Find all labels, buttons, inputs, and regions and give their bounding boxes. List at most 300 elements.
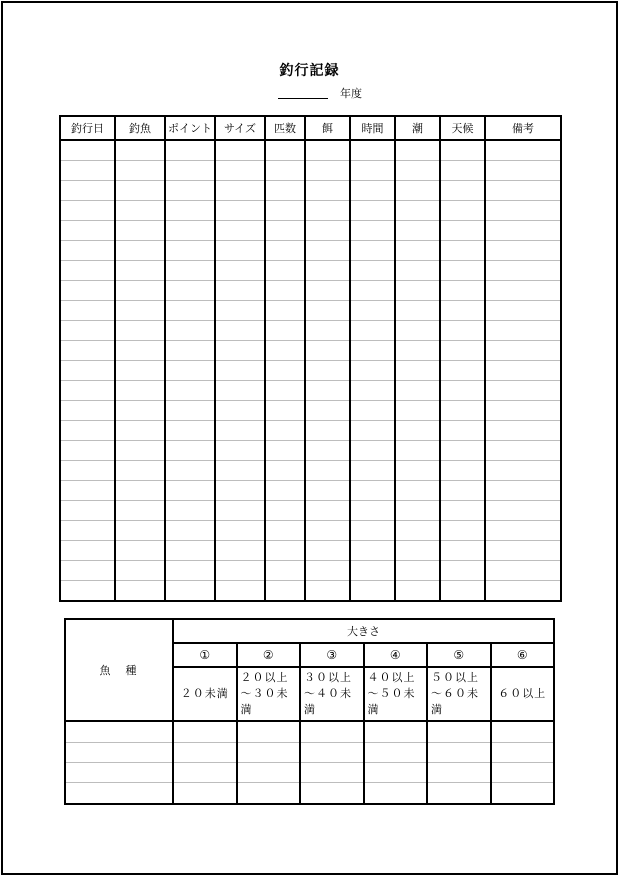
log-cell[interactable] [395,140,440,161]
log-cell[interactable] [485,341,561,361]
log-cell[interactable] [115,421,165,441]
log-cell[interactable] [395,241,440,261]
log-row [60,521,561,541]
log-cell[interactable] [60,561,115,581]
log-cell[interactable] [115,401,165,421]
size-count-cell[interactable] [300,742,364,762]
log-cell[interactable] [265,221,305,241]
log-cell[interactable] [305,521,350,541]
log-cell[interactable] [60,541,115,561]
log-cell[interactable] [350,321,395,341]
log-cell[interactable] [350,461,395,481]
log-cell[interactable] [395,201,440,221]
log-cell[interactable] [60,341,115,361]
log-cell[interactable] [395,181,440,201]
log-cell[interactable] [265,481,305,501]
log-cell[interactable] [305,501,350,521]
log-cell[interactable] [350,521,395,541]
log-cell[interactable] [440,161,485,181]
log-cell[interactable] [485,541,561,561]
log-cell[interactable] [440,201,485,221]
size-count-cell[interactable] [491,742,555,762]
log-cell[interactable] [265,401,305,421]
log-cell[interactable] [165,201,215,221]
log-cell[interactable] [165,361,215,381]
log-cell[interactable] [485,321,561,341]
log-cell[interactable] [440,481,485,501]
log-cell[interactable] [60,481,115,501]
log-cell[interactable] [350,140,395,161]
size-number: ① [173,643,237,667]
size-row [65,742,554,762]
column-header: 釣魚 [115,116,165,140]
log-cell[interactable] [305,461,350,481]
log-cell[interactable] [395,521,440,541]
log-cell[interactable] [265,541,305,561]
log-cell[interactable] [440,401,485,421]
log-cell[interactable] [265,321,305,341]
size-count-cell[interactable] [300,783,364,804]
log-cell[interactable] [305,281,350,301]
log-cell[interactable] [265,241,305,261]
log-cell[interactable] [440,461,485,481]
log-cell[interactable] [115,541,165,561]
log-cell[interactable] [305,241,350,261]
log-cell[interactable] [115,341,165,361]
log-cell[interactable] [485,581,561,602]
column-header: サイズ [215,116,265,140]
size-count-cell[interactable] [237,783,301,804]
log-cell[interactable] [265,561,305,581]
log-cell[interactable] [115,161,165,181]
log-cell[interactable] [485,301,561,321]
log-cell[interactable] [265,261,305,281]
log-cell[interactable] [485,261,561,281]
log-cell[interactable] [215,581,265,602]
log-cell[interactable] [60,301,115,321]
log-cell[interactable] [485,441,561,461]
log-cell[interactable] [395,221,440,241]
fish-species-cell[interactable] [65,783,173,804]
log-cell[interactable] [485,281,561,301]
log-cell[interactable] [265,281,305,301]
log-cell[interactable] [350,161,395,181]
log-cell[interactable] [215,341,265,361]
log-cell[interactable] [395,281,440,301]
log-row [60,361,561,381]
log-cell[interactable] [115,321,165,341]
log-cell[interactable] [165,281,215,301]
log-row [60,241,561,261]
log-cell[interactable] [485,501,561,521]
log-cell[interactable] [440,181,485,201]
log-cell[interactable] [395,421,440,441]
log-cell[interactable] [485,361,561,381]
log-cell[interactable] [60,361,115,381]
log-cell[interactable] [395,461,440,481]
log-cell[interactable] [215,361,265,381]
log-row [60,161,561,181]
log-cell[interactable] [115,241,165,261]
log-row [60,381,561,401]
log-cell[interactable] [440,581,485,602]
log-row [60,341,561,361]
log-cell[interactable] [485,161,561,181]
log-cell[interactable] [350,281,395,301]
log-cell[interactable] [215,201,265,221]
log-cell[interactable] [115,381,165,401]
log-cell[interactable] [60,140,115,161]
fish-species-cell[interactable] [65,742,173,762]
log-cell[interactable] [395,361,440,381]
log-cell[interactable] [265,301,305,321]
log-cell[interactable] [215,221,265,241]
log-cell[interactable] [60,501,115,521]
column-header: 釣行日 [60,116,115,140]
size-count-cell[interactable] [173,762,237,782]
log-cell[interactable] [60,281,115,301]
log-cell[interactable] [395,501,440,521]
log-cell[interactable] [485,221,561,241]
log-cell[interactable] [440,541,485,561]
log-cell[interactable] [115,261,165,281]
column-header: 餌 [305,116,350,140]
log-cell[interactable] [305,381,350,401]
log-row [60,201,561,221]
log-cell[interactable] [350,381,395,401]
log-cell[interactable] [305,321,350,341]
log-cell[interactable] [265,201,305,221]
log-cell[interactable] [440,561,485,581]
log-cell[interactable] [485,521,561,541]
log-cell[interactable] [395,341,440,361]
log-cell[interactable] [395,481,440,501]
column-header: 匹数 [265,116,305,140]
log-header-row [60,116,561,140]
log-cell[interactable] [350,421,395,441]
log-cell[interactable] [115,441,165,461]
log-cell[interactable] [305,221,350,241]
log-cell[interactable] [485,481,561,501]
log-cell[interactable] [265,581,305,602]
log-cell[interactable] [265,381,305,401]
log-cell[interactable] [440,421,485,441]
log-cell[interactable] [485,401,561,421]
size-number: ⑥ [491,643,555,667]
size-row [65,783,554,804]
log-cell[interactable] [350,261,395,281]
log-cell[interactable] [440,261,485,281]
log-cell[interactable] [115,521,165,541]
log-cell[interactable] [350,181,395,201]
log-cell[interactable] [350,401,395,421]
log-cell[interactable] [440,441,485,461]
log-cell[interactable] [165,381,215,401]
log-cell[interactable] [215,461,265,481]
log-cell[interactable] [115,281,165,301]
log-cell[interactable] [350,361,395,381]
size-count-cell[interactable] [427,762,491,782]
log-cell[interactable] [440,381,485,401]
log-cell[interactable] [395,401,440,421]
log-cell[interactable] [265,181,305,201]
log-cell[interactable] [165,521,215,541]
size-row [65,721,554,742]
year-input-line[interactable] [278,98,328,99]
fish-species-cell[interactable] [65,762,173,782]
log-cell[interactable] [440,221,485,241]
log-cell[interactable] [60,201,115,221]
log-cell[interactable] [115,461,165,481]
log-cell[interactable] [165,261,215,281]
size-count-cell[interactable] [491,762,555,782]
log-cell[interactable] [215,521,265,541]
log-cell[interactable] [350,301,395,321]
size-count-cell[interactable] [364,783,428,804]
log-cell[interactable] [60,441,115,461]
log-row [60,301,561,321]
log-cell[interactable] [265,521,305,541]
log-row [60,181,561,201]
fish-species-header: 魚 種 [65,619,173,721]
log-cell[interactable] [265,361,305,381]
log-cell[interactable] [305,341,350,361]
log-cell[interactable] [215,401,265,421]
log-cell[interactable] [440,281,485,301]
log-cell[interactable] [440,341,485,361]
log-cell[interactable] [350,201,395,221]
log-cell[interactable] [305,181,350,201]
log-row [60,261,561,281]
log-cell[interactable] [395,301,440,321]
log-cell[interactable] [440,521,485,541]
log-cell[interactable] [115,581,165,602]
log-cell[interactable] [485,461,561,481]
log-cell[interactable] [215,501,265,521]
log-cell[interactable] [115,481,165,501]
log-cell[interactable] [165,301,215,321]
log-cell[interactable] [165,221,215,241]
log-cell[interactable] [115,201,165,221]
log-cell[interactable] [60,461,115,481]
log-cell[interactable] [265,140,305,161]
log-cell[interactable] [485,201,561,221]
column-header: 備考 [485,116,561,140]
log-cell[interactable] [350,241,395,261]
log-cell[interactable] [485,241,561,261]
log-cell[interactable] [350,541,395,561]
log-cell[interactable] [440,140,485,161]
log-cell[interactable] [215,541,265,561]
log-cell[interactable] [60,521,115,541]
log-cell[interactable] [60,321,115,341]
log-cell[interactable] [115,501,165,521]
log-cell[interactable] [265,501,305,521]
size-count-cell[interactable] [237,762,301,782]
size-count-cell[interactable] [364,742,428,762]
log-cell[interactable] [215,441,265,461]
log-cell[interactable] [165,140,215,161]
log-cell[interactable] [60,401,115,421]
log-cell[interactable] [350,501,395,521]
log-cell[interactable] [60,221,115,241]
log-cell[interactable] [165,501,215,521]
log-cell[interactable] [265,461,305,481]
log-cell[interactable] [305,541,350,561]
log-cell[interactable] [440,361,485,381]
size-count-cell[interactable] [491,783,555,804]
size-count-cell[interactable] [427,742,491,762]
log-cell[interactable] [395,261,440,281]
log-cell[interactable] [305,161,350,181]
log-row [60,461,561,481]
log-cell[interactable] [215,561,265,581]
fish-species-cell[interactable] [65,721,173,742]
year-label: 年度 [340,87,362,100]
log-cell[interactable] [395,321,440,341]
size-number: ③ [300,643,364,667]
size-count-cell[interactable] [173,783,237,804]
log-cell[interactable] [115,181,165,201]
size-row [65,762,554,782]
log-cell[interactable] [115,221,165,241]
log-cell[interactable] [215,321,265,341]
log-cell[interactable] [395,381,440,401]
size-count-cell[interactable] [237,742,301,762]
log-cell[interactable] [350,441,395,461]
size-count-cell[interactable] [427,783,491,804]
log-cell[interactable] [165,461,215,481]
size-count-cell[interactable] [364,721,428,742]
log-cell[interactable] [165,161,215,181]
log-cell[interactable] [60,421,115,441]
log-cell[interactable] [60,181,115,201]
log-cell[interactable] [165,441,215,461]
log-cell[interactable] [265,341,305,361]
log-cell[interactable] [165,541,215,561]
log-cell[interactable] [440,501,485,521]
log-cell[interactable] [305,361,350,381]
log-cell[interactable] [215,140,265,161]
size-count-cell[interactable] [173,721,237,742]
size-count-cell[interactable] [300,762,364,782]
log-cell[interactable] [395,561,440,581]
size-number: ② [237,643,301,667]
log-cell[interactable] [485,381,561,401]
log-cell[interactable] [215,301,265,321]
size-range: ２０未満 [173,667,237,721]
log-cell[interactable] [60,381,115,401]
log-cell[interactable] [215,241,265,261]
log-cell[interactable] [440,321,485,341]
size-range: ４０以上～５０未満 [364,667,428,721]
log-cell[interactable] [115,561,165,581]
log-cell[interactable] [215,161,265,181]
log-cell[interactable] [165,561,215,581]
size-count-cell[interactable] [491,721,555,742]
log-cell[interactable] [165,421,215,441]
log-cell[interactable] [350,341,395,361]
log-cell[interactable] [305,441,350,461]
log-cell[interactable] [265,161,305,181]
log-cell[interactable] [305,581,350,602]
log-cell[interactable] [215,181,265,201]
log-cell[interactable] [215,381,265,401]
size-range: ５０以上～６０未満 [427,667,491,721]
log-cell[interactable] [395,541,440,561]
size-count-cell[interactable] [364,762,428,782]
size-count-cell[interactable] [300,721,364,742]
log-cell[interactable] [350,481,395,501]
log-cell[interactable] [350,561,395,581]
size-count-cell[interactable] [427,721,491,742]
size-range: ３０以上～４０未満 [300,667,364,721]
log-cell[interactable] [165,401,215,421]
log-cell[interactable] [395,441,440,461]
log-cell[interactable] [305,401,350,421]
log-cell[interactable] [395,161,440,181]
log-cell[interactable] [305,201,350,221]
size-count-cell[interactable] [237,721,301,742]
log-cell[interactable] [165,581,215,602]
log-cell[interactable] [215,281,265,301]
column-header: ポイント [165,116,215,140]
size-header: 大きさ [173,619,554,643]
log-cell[interactable] [265,421,305,441]
log-cell[interactable] [165,321,215,341]
log-cell[interactable] [60,241,115,261]
log-cell[interactable] [115,301,165,321]
log-cell[interactable] [215,421,265,441]
log-cell[interactable] [305,140,350,161]
log-cell[interactable] [305,561,350,581]
log-cell[interactable] [305,481,350,501]
log-cell[interactable] [350,581,395,602]
log-cell[interactable] [485,421,561,441]
log-cell[interactable] [115,140,165,161]
log-cell[interactable] [305,261,350,281]
fish-size-table [64,618,555,805]
log-cell[interactable] [395,581,440,602]
log-row [60,561,561,581]
log-cell[interactable] [305,421,350,441]
log-cell[interactable] [305,301,350,321]
size-count-cell[interactable] [173,742,237,762]
log-cell[interactable] [165,341,215,361]
log-cell[interactable] [215,261,265,281]
log-row [60,140,561,161]
log-cell[interactable] [60,261,115,281]
log-cell[interactable] [165,181,215,201]
log-cell[interactable] [440,301,485,321]
log-cell[interactable] [60,161,115,181]
column-header: 潮 [395,116,440,140]
log-row [60,441,561,461]
log-cell[interactable] [165,481,215,501]
log-cell[interactable] [60,581,115,602]
log-cell[interactable] [265,441,305,461]
log-cell[interactable] [485,181,561,201]
log-cell[interactable] [215,481,265,501]
log-cell[interactable] [350,221,395,241]
log-cell[interactable] [165,241,215,261]
log-cell[interactable] [485,140,561,161]
log-cell[interactable] [440,241,485,261]
document-title: 釣行記録 [279,63,340,79]
log-cell[interactable] [485,561,561,581]
column-header: 天候 [440,116,485,140]
log-cell[interactable] [115,361,165,381]
